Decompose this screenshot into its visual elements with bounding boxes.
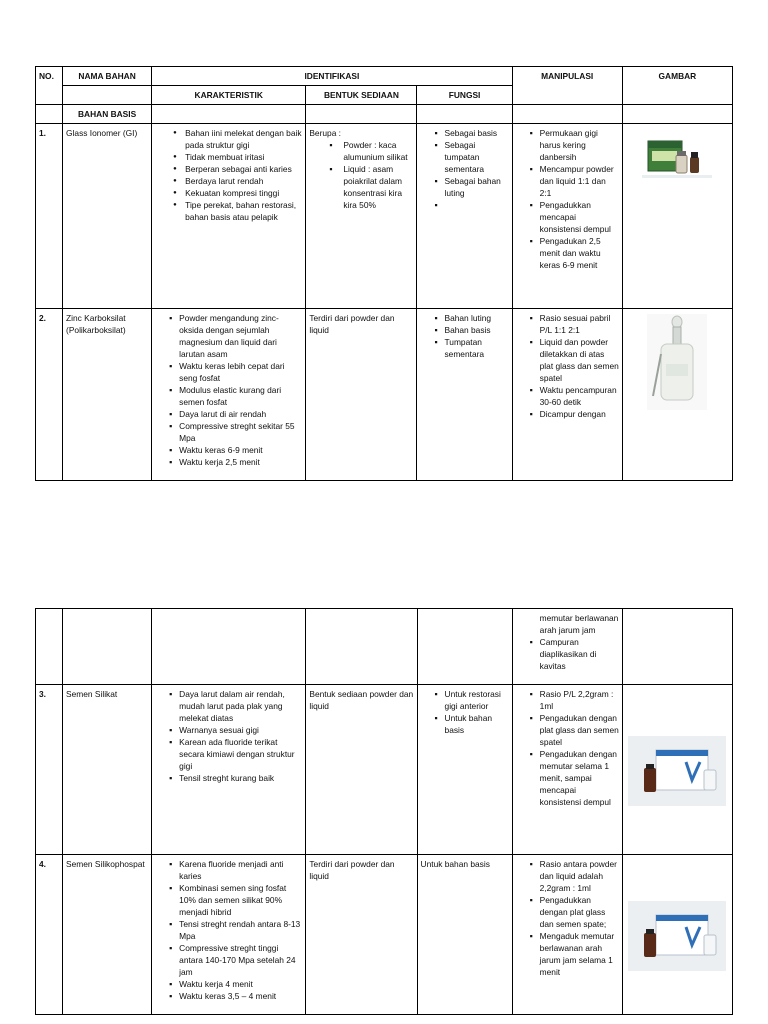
characteristics-cell bbox=[152, 685, 306, 855]
table-row bbox=[36, 124, 733, 309]
image-cell bbox=[622, 309, 732, 481]
function-cell bbox=[417, 124, 512, 309]
list-item: ▪ Waktu kerja 4 menit bbox=[155, 978, 302, 990]
dosage-form-cell: Bentuk sediaan powder dan liquid bbox=[306, 685, 417, 855]
table-row bbox=[36, 855, 733, 1015]
list-item: ▪ Rasio antara powder dan liquid adalah 2,2gram : 1ml bbox=[516, 858, 619, 894]
dosage-form-cell: Terdiri dari powder dan liquid bbox=[306, 309, 417, 481]
function-cell bbox=[417, 309, 512, 481]
list-item: ▪ Karena fluoride menjadi anti karies bbox=[155, 858, 302, 882]
list-item: ▪ Permukaan gigi harus kering danbersih bbox=[516, 127, 619, 163]
list-item: ● Tipe perekat, bahan restorasi, bahan basis atau pelapik bbox=[155, 199, 302, 223]
list-item: ▪ Modulus elastic kurang dari semen fosfat bbox=[155, 384, 302, 408]
manipulation-cell bbox=[512, 855, 622, 1015]
characteristics-cell bbox=[152, 309, 306, 481]
list-item: ▪ Liquid : asam poiakrilat dalam konsentrasi kira kira 50% bbox=[309, 163, 413, 211]
list-item: ▪ Compressive streght sekitar 55 Mpa bbox=[155, 420, 302, 444]
list-item: ▪ Waktu pencampuran 30-60 detik bbox=[516, 384, 619, 408]
material-table-page-2 bbox=[35, 608, 733, 1015]
list-item: ▪ Sebagai bahan luting bbox=[420, 175, 508, 199]
silicophosphate-cement-product-image bbox=[628, 901, 726, 971]
list-item: ▪ Waktu keras 3,5 – 4 menit bbox=[155, 990, 302, 1002]
list-item: ▪ Pengadukkan mencapai konsistensi dempul bbox=[516, 199, 619, 235]
list-item: ▪ Tumpatan sementara bbox=[420, 336, 508, 360]
material-name: Zinc Karboksilat (Polikarboksilat) bbox=[63, 309, 152, 481]
list-item: ▪ Bahan luting bbox=[420, 312, 508, 324]
continued-text: memutar berlawanan arah jarum jam bbox=[539, 613, 619, 635]
header-nama-blank bbox=[63, 86, 152, 105]
row-number: 4. bbox=[36, 855, 63, 1015]
manipulation-cell bbox=[512, 309, 622, 481]
table-row bbox=[36, 309, 733, 481]
list-item: ▪ Sebagai basis bbox=[420, 127, 508, 139]
list-item: ▪ Powder mengandung zinc-oksida dengan sejumlah magnesium dan liquid dari larutan asam bbox=[155, 312, 302, 360]
dosage-form-cell: Terdiri dari powder dan liquid bbox=[306, 855, 417, 1015]
list-item: ▪ Kombinasi semen sing fosfat 10% dan semen silikat 90% menjadi hibrid bbox=[155, 882, 302, 918]
list-item: ● Berdaya larut rendah bbox=[155, 175, 302, 187]
function-cell bbox=[417, 685, 512, 855]
list-item: ▪ Pengadukkan dengan plat glass dan semen spate; bbox=[516, 894, 619, 930]
list-item: ▪ Campuran diaplikasikan di kavitas bbox=[516, 636, 619, 672]
list-item: ▪ Liquid dan powder diletakkan di atas plat glass dan semen spatel bbox=[516, 336, 619, 384]
image-cell bbox=[622, 124, 732, 309]
header-fungsi: FUNGSI bbox=[417, 86, 512, 105]
list-item: ● Kekuatan kompresi tinggi bbox=[155, 187, 302, 199]
dosage-form-intro: Berupa : bbox=[309, 128, 342, 138]
manipulation-cell bbox=[512, 685, 622, 855]
list-item: ▪ Daya larut dalam air rendah, mudah larut pada plak yang melekat diatas bbox=[155, 688, 302, 724]
manipulation-cell bbox=[512, 609, 622, 685]
list-item: ● Tidak membuat iritasi bbox=[155, 151, 302, 163]
list-item: ▪ Dicampur dengan bbox=[516, 408, 619, 420]
material-table-page-1 bbox=[35, 66, 733, 481]
characteristics-cell bbox=[152, 855, 306, 1015]
list-item: ▪ Rasio P/L 2,2gram : 1ml bbox=[516, 688, 619, 712]
glass-ionomer-product-image bbox=[642, 129, 712, 189]
list-item: ▪ Compressive streght tinggi antara 140-170 Mpa setelah 24 jam bbox=[155, 942, 302, 978]
list-item: ▪ Waktu keras lebih cepat dari seng fosfat bbox=[155, 360, 302, 384]
list-item: ▪ Tensi streght rendah antara 8-13 Mpa bbox=[155, 918, 302, 942]
silicate-cement-product-image bbox=[628, 736, 726, 806]
list-item: ▪ Waktu keras 6-9 menit bbox=[155, 444, 302, 456]
table-row-continuation bbox=[36, 609, 733, 685]
material-name: Semen Silikophospat bbox=[63, 855, 152, 1015]
list-item: ▪ Mencampur powder dan liquid 1:1 dan 2:1 bbox=[516, 163, 619, 199]
list-item: ▪ Untuk restorasi gigi anterior bbox=[421, 688, 509, 712]
list-item: ▪ Pengadukan 2,5 menit dan waktu keras 6-9 menit bbox=[516, 235, 619, 271]
list-item: ▪ Pengadukan dengan memutar selama 1 menit, sampai mencapai konsistensi dempul bbox=[516, 748, 619, 808]
characteristics-cell bbox=[152, 124, 306, 309]
list-item: ▪ Pengadukan dengan plat glass dan semen spatel bbox=[516, 712, 619, 748]
manipulation-cell bbox=[512, 124, 622, 309]
list-item: ▪ Sebagai tumpatan sementara bbox=[420, 139, 508, 175]
list-item: ▪ Warnanya sesuai gigi bbox=[155, 724, 302, 736]
function-cell: Untuk bahan basis bbox=[417, 855, 512, 1015]
row-number: 2. bbox=[36, 309, 63, 481]
list-item: ▪ Bahan basis bbox=[420, 324, 508, 336]
list-item: ▪ Untuk bahan basis bbox=[421, 712, 509, 736]
list-item: ▪ Mengaduk memutar berlawanan arah jarum jam selama 1 menit bbox=[516, 930, 619, 978]
header-nama-bahan: NAMA BAHAN bbox=[63, 67, 152, 86]
list-item: ▪ Powder : kaca alumunium silikat bbox=[309, 139, 413, 163]
list-item: ▪ Daya larut di air rendah bbox=[155, 408, 302, 420]
row-number: 3. bbox=[36, 685, 63, 855]
dosage-form-cell bbox=[306, 124, 417, 309]
material-name: Semen Silikat bbox=[63, 685, 152, 855]
image-cell bbox=[622, 685, 732, 855]
header-bentuk-sediaan: BENTUK SEDIAAN bbox=[306, 86, 417, 105]
header-identifikasi: IDENTIFIKASI bbox=[152, 67, 513, 86]
list-item: ▪ Karean ada fluoride terikat secara kimiawi dengan struktur gigi bbox=[155, 736, 302, 772]
header-bahan-basis: BAHAN BASIS bbox=[63, 105, 152, 124]
list-item: ● Berperan sebagai anti karies bbox=[155, 163, 302, 175]
header-no: NO. bbox=[36, 67, 63, 105]
image-cell bbox=[622, 855, 732, 1015]
table-row bbox=[36, 685, 733, 855]
list-item: ▪ Waktu kerja 2,5 menit bbox=[155, 456, 302, 468]
zinc-carboxylate-product-image bbox=[647, 314, 707, 410]
list-item: ▪ Tensil streght kurang baik bbox=[155, 772, 302, 784]
header-manipulasi: MANIPULASI bbox=[512, 67, 622, 105]
material-name: Glass Ionomer (GI) bbox=[63, 124, 152, 309]
list-item: ● Bahan iini melekat dengan baik pada struktur gigi bbox=[155, 127, 302, 151]
header-karakteristik: KARAKTERISTIK bbox=[152, 86, 306, 105]
header-gambar: GAMBAR bbox=[622, 67, 732, 105]
row-number: 1. bbox=[36, 124, 63, 309]
list-item: ▪ Rasio sesuai pabril P/L 1:1 2:1 bbox=[516, 312, 619, 336]
